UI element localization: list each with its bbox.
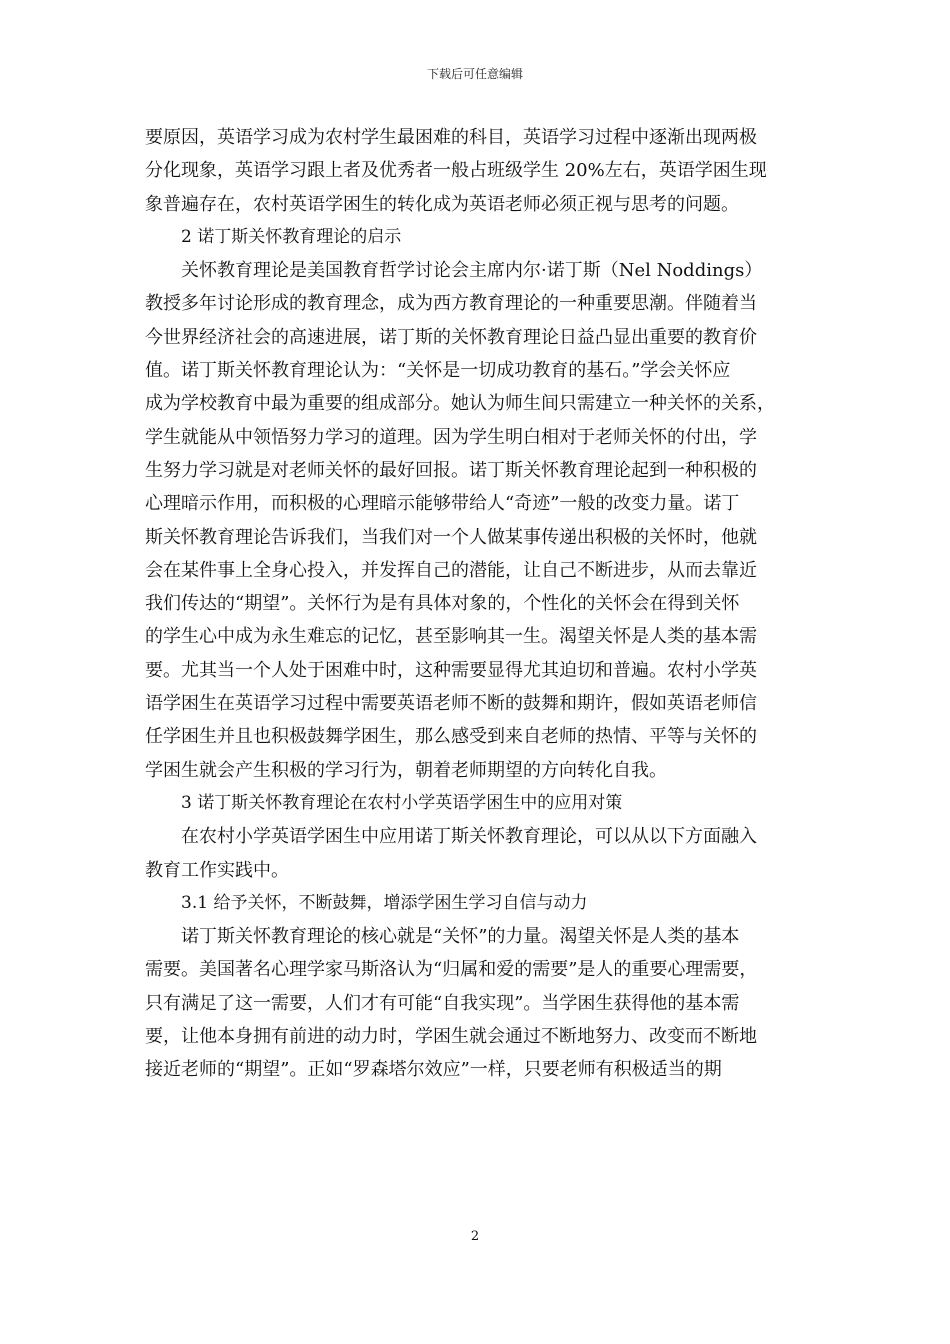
text-line: 要，让他本身拥有前进的动力时，学困生就会通过不断地努力、改变而不断地	[145, 1026, 757, 1048]
text-line: 诺丁斯关怀教育理论的核心就是“关怀”的力量。渴望关怀是人类的基本	[181, 926, 740, 948]
text-line: 分化现象，英语学习跟上者及优秀者一般占班级学生 20%左右，英语学困生现	[145, 160, 767, 182]
text-line: 值。诺丁斯关怀教育理论认为：“关怀是一切成功教育的基石。”学会关怀应	[145, 360, 731, 382]
text-line: 关怀教育理论是美国教育哲学讨论会主席内尔·诺丁斯（Nel Noddings）	[181, 260, 763, 282]
section-heading: 2 诺丁斯关怀教育理论的启示	[181, 226, 402, 247]
text-line: 要。尤其当一个人处于困难中时，这种需要显得尤其迫切和普遍。农村小学英	[145, 659, 757, 681]
text-line: 教育工作实践中。	[145, 859, 289, 881]
text-line: 在农村小学英语学困生中应用诺丁斯关怀教育理论，可以从以下方面融入	[181, 826, 757, 848]
page-number: 2	[470, 1229, 480, 1244]
text-line: 象普遍存在，农村英语学困生的转化成为英语老师必须正视与思考的问题。	[145, 193, 739, 215]
text-line: 教授多年讨论形成的教育理念，成为西方教育理论的一种重要思潮。伴随着当	[145, 293, 757, 315]
text-line: 要原因，英语学习成为农村学生最困难的科目，英语学习过程中逐渐出现两极	[145, 127, 757, 148]
text-line: 学生就能从中领悟努力学习的道理。因为学生明白相对于老师关怀的付出，学	[145, 426, 757, 448]
text-line: 接近老师的“期望”。正如“罗森塔尔效应”一样，只要老师有积极适当的期	[145, 1059, 722, 1081]
text-line: 需要。美国著名心理学家马斯洛认为“归属和爱的需要”是人的重要心理需要，	[145, 959, 758, 981]
subsection-heading: 3.1 给予关怀，不断鼓舞，增添学困生学习自信与动力	[181, 892, 588, 913]
text-line: 只有满足了这一需要，人们才有可能“自我实现”。当学困生获得他的基本需	[145, 992, 740, 1014]
text-line: 学困生就会产生积极的学习行为，朝着老师期望的方向转化自我。	[145, 759, 667, 781]
text-line: 任学困生并且也积极鼓舞学困生，那么感受到来自老师的热情、平等与关怀的	[145, 726, 757, 748]
text-line: 成为学校教育中最为重要的组成部分。她认为师生间只需建立一种关怀的关系，	[145, 393, 775, 415]
text-line: 心理暗示作用，而积极的心理暗示能够带给人“奇迹”一般的改变力量。诺丁	[145, 493, 740, 515]
text-line: 今世界经济社会的高速进展，诺丁斯的关怀教育理论日益凸显出重要的教育价	[145, 326, 757, 348]
body-text	[145, 121, 810, 1087]
page-header: 下载后可任意编辑	[426, 67, 523, 81]
text-line: 斯关怀教育理论告诉我们，当我们对一个人做某事传递出积极的关怀时，他就	[145, 526, 757, 548]
text-line: 语学困生在英语学习过程中需要英语老师不断的鼓舞和期许，假如英语老师信	[145, 693, 757, 715]
text-line: 生努力学习就是对老师关怀的最好回报。诺丁斯关怀教育理论起到一种积极的	[145, 459, 757, 481]
text-line: 我们传达的“期望”。关怀行为是有具体对象的，个性化的关怀会在得到关怀	[145, 593, 740, 615]
section-heading: 3 诺丁斯关怀教育理论在农村小学英语学困生中的应用对策	[181, 792, 623, 813]
text-line: 会在某件事上全身心投入，并发挥自己的潜能，让自己不断进步，从而去靠近	[145, 559, 757, 581]
text-line: 的学生心中成为永生难忘的记忆，甚至影响其一生。渴望关怀是人类的基本需	[145, 626, 757, 648]
